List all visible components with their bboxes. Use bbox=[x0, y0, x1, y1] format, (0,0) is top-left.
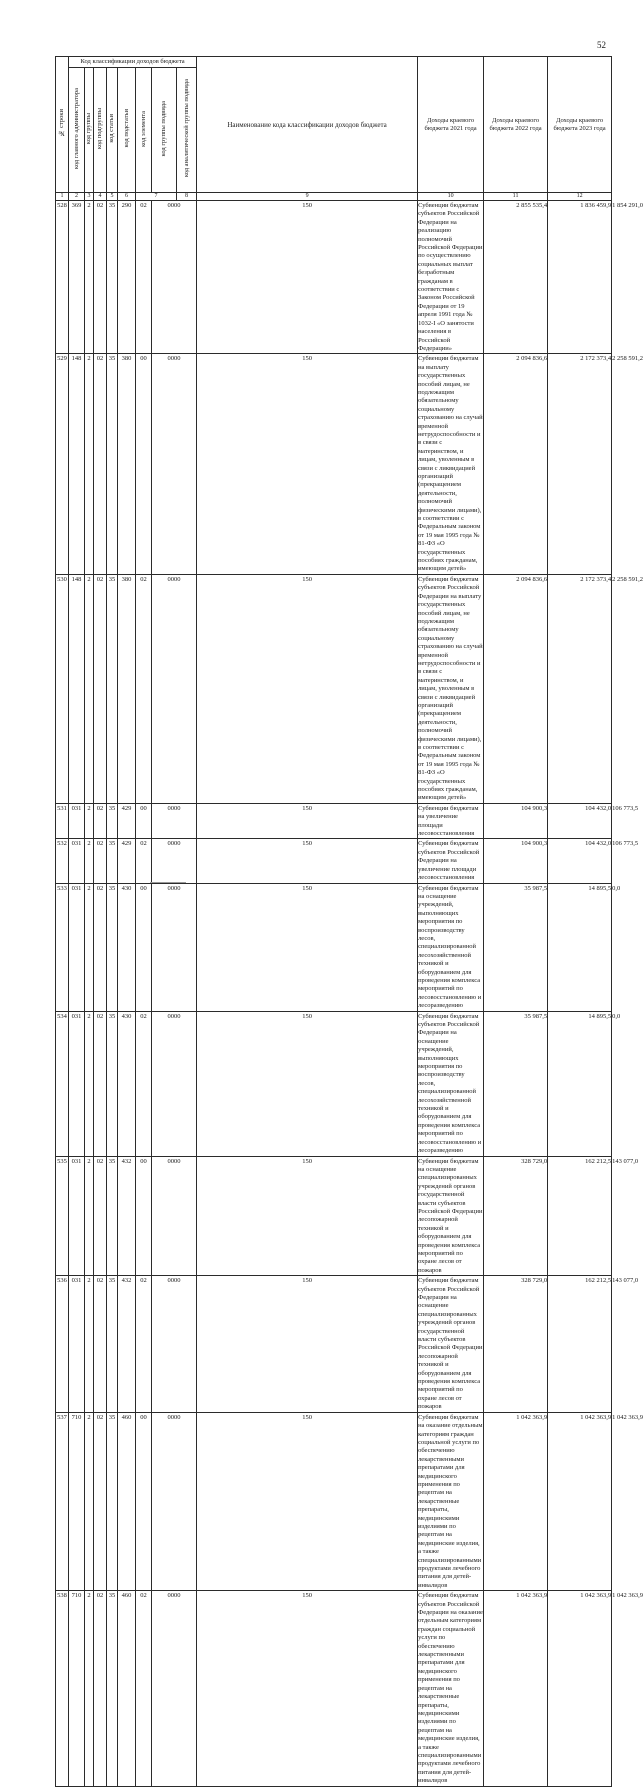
header-code-subarticle: код подстатьи bbox=[118, 68, 136, 193]
col-number: 9 bbox=[197, 193, 418, 201]
code-article: 35 bbox=[107, 1276, 118, 1413]
income-2021: 2 094 836,6 bbox=[484, 574, 548, 803]
code-subvid-group: 0000 bbox=[152, 1011, 197, 1156]
code-element: 00 bbox=[136, 803, 152, 839]
income-name: Субвенции бюджетам субъектов Российской Федерации на оснащение учреждений, выполняющих мероприятия по воспроизводству лесов, специализированной лесохозяйственной техникой и оборудованием для проведения комплекса мероприятий по лесовосстановлению и лесоразведению bbox=[418, 1011, 484, 1156]
income-2021: 2 855 535,4 bbox=[484, 201, 548, 354]
code-element: 02 bbox=[136, 574, 152, 803]
code-subarticle: 380 bbox=[118, 574, 136, 803]
code-element: 02 bbox=[136, 1011, 152, 1156]
income-2022: 14 895,5 bbox=[548, 1011, 612, 1156]
page-number: 52 bbox=[597, 40, 606, 50]
code-subgroup: 02 bbox=[94, 574, 107, 803]
code-subgroup: 02 bbox=[94, 201, 107, 354]
col-number: 11 bbox=[484, 193, 548, 201]
table-row: 535 031 2 02 35 432 00 0000 150 Субвенции бюджетам на оснащение специализированных учреждений органов государственной власти субъектов Российской Федерации лесопожарной техникой и оборудованием для проведения комплекса мероприятий по охране лесов от пожаров 328 729,0 162 212,5 143 077,0 bbox=[57, 1157, 639, 1274]
code-group: 2 bbox=[85, 201, 94, 354]
code-group: 2 bbox=[85, 839, 94, 883]
code-article: 35 bbox=[107, 574, 118, 803]
income-2021: 1 042 363,9 bbox=[484, 1412, 548, 1591]
code-admin: 031 bbox=[69, 1276, 85, 1413]
income-2022: 104 432,0 bbox=[548, 803, 612, 839]
income-2022: 1 836 459,9 bbox=[548, 201, 612, 354]
col-number: 5 bbox=[107, 193, 118, 201]
code-analytic-group: 150 bbox=[197, 803, 418, 839]
income-2021: 104 900,3 bbox=[484, 803, 548, 839]
code-subgroup: 02 bbox=[94, 1156, 107, 1276]
code-article: 35 bbox=[107, 1412, 118, 1591]
col-number: 4 bbox=[94, 193, 107, 201]
table-row: 529 148 2 02 35 380 00 0000 150 Субвенции бюджетам на выплату государственных пособий лицам, не подлежащим обязательному социальному страхованию на случай временной нетрудоспособности и в связи с материнством, и лицам, уволенным в связи с ликвидацией организаций (прекращением деятельности, полномочий физическими лицами), в соответствии с Федеральным законом от 19 мая 1995 года № 81-ФЗ «О государственных пособиях гражданам, имеющим детей» 2 094 836,6 2 172 373,4 2 258 591,2 bbox=[57, 355, 643, 573]
income-2021: 104 900,3 bbox=[484, 839, 548, 883]
income-name: Субвенции бюджетам на выплату государственных пособий лицам, не подлежащим обязательному социальному страхованию на случай временной нетрудоспособности и в связи с материнством, и лицам, уволенным в связи с ликвидацией организаций (прекращением деятельности, полномочий физическими лицами), в соответствии с Федеральным законом от 19 мая 1995 года № 81-ФЗ «О государственных пособиях гражданам, имеющим детей» bbox=[418, 355, 483, 573]
table-row: 532 031 2 02 35 429 02 0000 150 Субвенции бюджетам субъектов Российской Федерации на увеличение площади лесовосстановления 104 900,3 104 432,0 106 773,5 bbox=[57, 840, 639, 882]
code-subgroup: 02 bbox=[94, 1412, 107, 1591]
table-row: 528 369 2 02 35 290 02 0000 150 Субвенции бюджетам субъектов Российской Федерации на реализацию полномочий Российской Федерации по осуществлению социальных выплат безработным гражданам в соответствии с Законом Российской Федерации от 19 апреля 1991 года № 1032-I «О занятости населения в Российской Федерации» 2 855 535,4 1 836 459,9 1 854 291,0 bbox=[57, 202, 643, 352]
code-analytic-group: 150 bbox=[197, 1276, 418, 1413]
income-2022: 2 172 373,4 bbox=[548, 354, 612, 575]
income-name: Субвенции бюджетам на оказание отдельным категориям граждан социальной услуги по обеспечению лекарственными препаратами для медицинского применения по рецептам на лекарственные препараты, медицинскими изделиями по рецептам на медицинские изделия, а также специализированными продуктами лечебного питания для детей-инвалидов bbox=[418, 1413, 483, 1589]
income-2021: 328 729,0 bbox=[484, 1276, 548, 1413]
header-income-2023: Доходы краевого бюджета 2023 года bbox=[548, 57, 612, 193]
column-number-row bbox=[56, 193, 612, 201]
code-subgroup: 02 bbox=[94, 883, 107, 1011]
code-group: 2 bbox=[85, 1591, 94, 1786]
code-article: 35 bbox=[107, 1591, 118, 1786]
row-number: 531 bbox=[56, 803, 69, 839]
code-article: 35 bbox=[107, 1011, 118, 1156]
code-admin: 710 bbox=[69, 1412, 85, 1591]
col-number: 10 bbox=[418, 193, 484, 201]
col-number: 3 bbox=[85, 193, 94, 201]
code-analytic-group: 150 bbox=[197, 1412, 418, 1591]
row-number: 528 bbox=[56, 201, 69, 354]
col-number: 2 bbox=[69, 193, 85, 201]
code-article: 35 bbox=[107, 839, 118, 883]
header-code-analytic-group: код аналитической группы подвида bbox=[177, 68, 197, 193]
income-2021: 35 987,5 bbox=[484, 883, 548, 1011]
header-code-subvid-group: код группы подвида bbox=[152, 68, 177, 193]
code-subgroup: 02 bbox=[94, 1591, 107, 1786]
code-admin: 031 bbox=[69, 1156, 85, 1276]
income-2021: 328 729,0 bbox=[484, 1156, 548, 1276]
code-admin: 031 bbox=[69, 1011, 85, 1156]
code-group: 2 bbox=[85, 803, 94, 839]
income-2022: 162 212,5 bbox=[548, 1276, 612, 1413]
code-subarticle: 432 bbox=[118, 1276, 136, 1413]
code-article: 35 bbox=[107, 201, 118, 354]
code-subvid-group: 0000 bbox=[152, 201, 197, 354]
code-analytic-group: 150 bbox=[197, 1591, 418, 1786]
code-subvid-group: 0000 bbox=[152, 1276, 197, 1413]
code-subarticle: 430 bbox=[118, 1011, 136, 1156]
row-number: 534 bbox=[56, 1011, 69, 1156]
income-name: Субвенции бюджетам субъектов Российской Федерации на увеличение площади лесовосстановления bbox=[418, 839, 484, 883]
row-number: 530 bbox=[56, 574, 69, 803]
income-name: Субвенции бюджетам субъектов Российской Федерации на реализацию полномочий Российской Федерации по осуществлению социальных выплат безработным гражданам в соответствии с Законом Российской Федерации от 19 апреля 1991 года № 1032-I «О занятости населения в Российской Федерации» bbox=[418, 202, 483, 352]
income-2021: 35 987,5 bbox=[484, 1011, 548, 1156]
code-subvid-group: 0000 bbox=[152, 839, 197, 883]
code-admin: 148 bbox=[69, 574, 85, 803]
code-subarticle: 430 bbox=[118, 883, 136, 1011]
code-element: 02 bbox=[136, 1276, 152, 1413]
income-name: Субвенции бюджетам субъектов Российской Федерации на оснащение специализированных учреждений органов государственной власти субъектов Российской Федерации лесопожарной техникой и оборудованием для проведения комплекса мероприятий по охране лесов от пожаров bbox=[418, 1277, 483, 1411]
header-code-group-col: код группы bbox=[85, 68, 94, 193]
code-subarticle: 429 bbox=[118, 839, 136, 883]
code-subarticle: 429 bbox=[118, 803, 136, 839]
header-code-admin: код главного администратора bbox=[69, 68, 85, 193]
header-code-element: код элемента bbox=[136, 68, 152, 193]
row-number: 535 bbox=[56, 1156, 69, 1276]
code-subvid-group: 0000 bbox=[152, 354, 197, 575]
table-row: 534 031 2 02 35 430 02 0000 150 Субвенции бюджетам субъектов Российской Федерации на оснащение учреждений, выполняющих мероприятия по воспроизводству лесов, специализированной лесохозяйственной техникой и оборудованием для проведения комплекса мероприятий по лесовосстановлению и лесоразведению 35 987,5 14 895,5 0,0 bbox=[57, 1012, 621, 1155]
code-subvid-group: 0000 bbox=[152, 883, 197, 1011]
code-analytic-group: 150 bbox=[197, 354, 418, 575]
header-row-number: № строки bbox=[56, 57, 69, 193]
col-number: 1 bbox=[56, 193, 69, 201]
code-admin: 031 bbox=[69, 839, 85, 883]
table-row: 533 031 2 02 35 430 00 0000 150 Субвенции бюджетам на оснащение учреждений, выполняющих мероприятия по воспроизводству лесов, специализированной лесохозяйственной техникой и оборудованием для проведения комплекса мероприятий по лесовосстановлению и лесоразведению 35 987,5 14 895,5 0,0 bbox=[57, 884, 621, 1010]
code-subarticle: 290 bbox=[118, 201, 136, 354]
code-element: 00 bbox=[136, 1412, 152, 1591]
income-name: Субвенции бюджетам на оснащение учреждений, выполняющих мероприятия по воспроизводству лесов, специализированной лесохозяйственной техникой и оборудованием для проведения комплекса мероприятий по лесовосстановлению и лесоразведению bbox=[418, 883, 484, 1011]
code-subarticle: 460 bbox=[118, 1591, 136, 1786]
code-admin: 710 bbox=[69, 1591, 85, 1786]
income-name: Субвенции бюджетам субъектов Российской Федерации на выплату государственных пособий лицам, не подлежащим обязательному социальному страхованию на случай временной нетрудоспособности и в связи с материнством, и лицам, уволенным в связи с ликвидацией организаций (прекращением деятельности, полномочий физическими лицами), в соответствии с Федеральным законом от 19 мая 1995 года № 81-ФЗ «О государственных пособиях гражданам, имеющим детей» bbox=[418, 575, 483, 802]
code-admin: 031 bbox=[69, 803, 85, 839]
header-code-subgroup: код подгруппы bbox=[94, 68, 107, 193]
row-number: 536 bbox=[56, 1276, 69, 1413]
code-group: 2 bbox=[85, 574, 94, 803]
header-income-2021: Доходы краевого бюджета 2021 года bbox=[418, 57, 484, 193]
code-analytic-group: 150 bbox=[197, 1156, 418, 1276]
code-group: 2 bbox=[85, 1276, 94, 1413]
code-group: 2 bbox=[85, 354, 94, 575]
code-subvid-group: 0000 bbox=[152, 803, 197, 839]
code-group: 2 bbox=[85, 1011, 94, 1156]
col-number: 8 bbox=[177, 193, 197, 201]
income-2022: 162 212,5 bbox=[548, 1156, 612, 1276]
code-admin: 369 bbox=[69, 201, 85, 354]
income-2021: 1 042 363,9 bbox=[484, 1591, 548, 1786]
code-admin: 031 bbox=[69, 883, 85, 1011]
code-subgroup: 02 bbox=[94, 354, 107, 575]
table-row: 538 710 2 02 35 460 02 0000 150 Субвенции бюджетам субъектов Российской Федерации на оказание отдельным категориям граждан социальной услуги по обеспечению лекарственными препаратами для медицинского применения по рецептам на лекарственные препараты, медицинскими изделиями по рецептам на медицинские изделия, а также специализированными продуктами лечебного питания для детей-инвалидов 1 042 363,9 1 042 363,9 1 042 363,9 bbox=[57, 1592, 643, 1785]
table-row: 531 031 2 02 35 429 00 0000 150 Субвенции бюджетам на увеличение площади лесовосстановления 104 900,3 104 432,0 106 773,5 bbox=[57, 804, 639, 838]
code-element: 02 bbox=[136, 201, 152, 354]
code-subgroup: 02 bbox=[94, 839, 107, 883]
code-subvid-group: 0000 bbox=[152, 1156, 197, 1276]
code-subvid-group: 0000 bbox=[152, 1591, 197, 1786]
table-body bbox=[56, 201, 643, 1787]
code-subarticle: 380 bbox=[118, 354, 136, 575]
table-row: 530 148 2 02 35 380 02 0000 150 Субвенции бюджетам субъектов Российской Федерации на выплату государственных пособий лицам, не подлежащим обязательному социальному страхованию на случай временной нетрудоспособности и в связи с материнством, и лицам, уволенным в связи с ликвидацией организаций (прекращением деятельности, полномочий физическими лицами), в соответствии с Федеральным законом от 19 мая 1995 года № 81-ФЗ «О государственных пособиях гражданам, имеющим детей» 2 094 836,6 2 172 373,4 2 258 591,2 bbox=[57, 575, 643, 802]
footer-line bbox=[150, 882, 186, 883]
code-subgroup: 02 bbox=[94, 803, 107, 839]
income-name: Субвенции бюджетам на увеличение площади лесовосстановления bbox=[418, 803, 484, 839]
code-element: 00 bbox=[136, 1156, 152, 1276]
income-name: Субвенции бюджетам субъектов Российской Федерации на оказание отдельным категориям граждан социальной услуги по обеспечению лекарственными препаратами для медицинского применения по рецептам на лекарственные препараты, медицинскими изделиями по рецептам на медицинские изделия, а также специализированными продуктами лечебного питания для детей-инвалидов bbox=[418, 1592, 483, 1785]
header-income-2022: Доходы краевого бюджета 2022 года bbox=[484, 57, 548, 193]
col-number: 6 bbox=[118, 193, 136, 201]
code-group: 2 bbox=[85, 1156, 94, 1276]
code-element: 02 bbox=[136, 839, 152, 883]
code-subarticle: 432 bbox=[118, 1156, 136, 1276]
code-analytic-group: 150 bbox=[197, 839, 418, 883]
budget-income-table bbox=[55, 56, 643, 1787]
income-name: Субвенции бюджетам на оснащение специализированных учреждений органов государственной власти субъектов Российской Федерации лесопожарной техникой и оборудованием для проведения комплекса мероприятий по охране лесов от пожаров bbox=[418, 1157, 483, 1274]
code-element: 00 bbox=[136, 883, 152, 1011]
row-number: 538 bbox=[56, 1591, 69, 1786]
income-2021: 2 094 836,6 bbox=[484, 354, 548, 575]
code-admin: 148 bbox=[69, 354, 85, 575]
col-number: 7 bbox=[136, 193, 177, 201]
code-subgroup: 02 bbox=[94, 1011, 107, 1156]
code-article: 35 bbox=[107, 883, 118, 1011]
col-number: 12 bbox=[548, 193, 612, 201]
table-row: 536 031 2 02 35 432 02 0000 150 Субвенции бюджетам субъектов Российской Федерации на оснащение специализированных учреждений органов государственной власти субъектов Российской Федерации лесопожарной техникой и оборудованием для проведения комплекса мероприятий по охране лесов от пожаров 328 729,0 162 212,5 143 077,0 bbox=[57, 1277, 639, 1411]
code-article: 35 bbox=[107, 354, 118, 575]
income-2022: 1 042 363,9 bbox=[548, 1412, 612, 1591]
row-number: 532 bbox=[56, 839, 69, 883]
code-subgroup: 02 bbox=[94, 1276, 107, 1413]
code-subarticle: 460 bbox=[118, 1412, 136, 1591]
code-subvid-group: 0000 bbox=[152, 574, 197, 803]
income-2022: 104 432,0 bbox=[548, 839, 612, 883]
code-analytic-group: 150 bbox=[197, 201, 418, 354]
code-element: 02 bbox=[136, 1591, 152, 1786]
code-group: 2 bbox=[85, 883, 94, 1011]
code-subvid-group: 0000 bbox=[152, 1412, 197, 1591]
code-element: 00 bbox=[136, 354, 152, 575]
table-row: 537 710 2 02 35 460 00 0000 150 Субвенции бюджетам на оказание отдельным категориям граждан социальной услуги по обеспечению лекарственными препаратами для медицинского применения по рецептам на лекарственные препараты, медицинскими изделиями по рецептам на медицинские изделия, а также специализированными продуктами лечебного питания для детей-инвалидов 1 042 363,9 1 042 363,9 1 042 363,9 bbox=[57, 1413, 643, 1589]
row-number: 533 bbox=[56, 883, 69, 1011]
header-code-group: Код классификации доходов бюджета bbox=[69, 57, 197, 68]
code-analytic-group: 150 bbox=[197, 574, 418, 803]
header-name: Наименование кода классификации доходов бюджета bbox=[197, 57, 418, 193]
header-code-article: код статьи bbox=[107, 68, 118, 193]
code-group: 2 bbox=[85, 1412, 94, 1591]
row-number: 529 bbox=[56, 354, 69, 575]
code-article: 35 bbox=[107, 1156, 118, 1276]
code-analytic-group: 150 bbox=[197, 883, 418, 1011]
income-2022: 14 895,5 bbox=[548, 883, 612, 1011]
income-2022: 1 042 363,9 bbox=[548, 1591, 612, 1786]
code-analytic-group: 150 bbox=[197, 1011, 418, 1156]
income-2022: 2 172 373,4 bbox=[548, 574, 612, 803]
code-article: 35 bbox=[107, 803, 118, 839]
row-number: 537 bbox=[56, 1412, 69, 1591]
